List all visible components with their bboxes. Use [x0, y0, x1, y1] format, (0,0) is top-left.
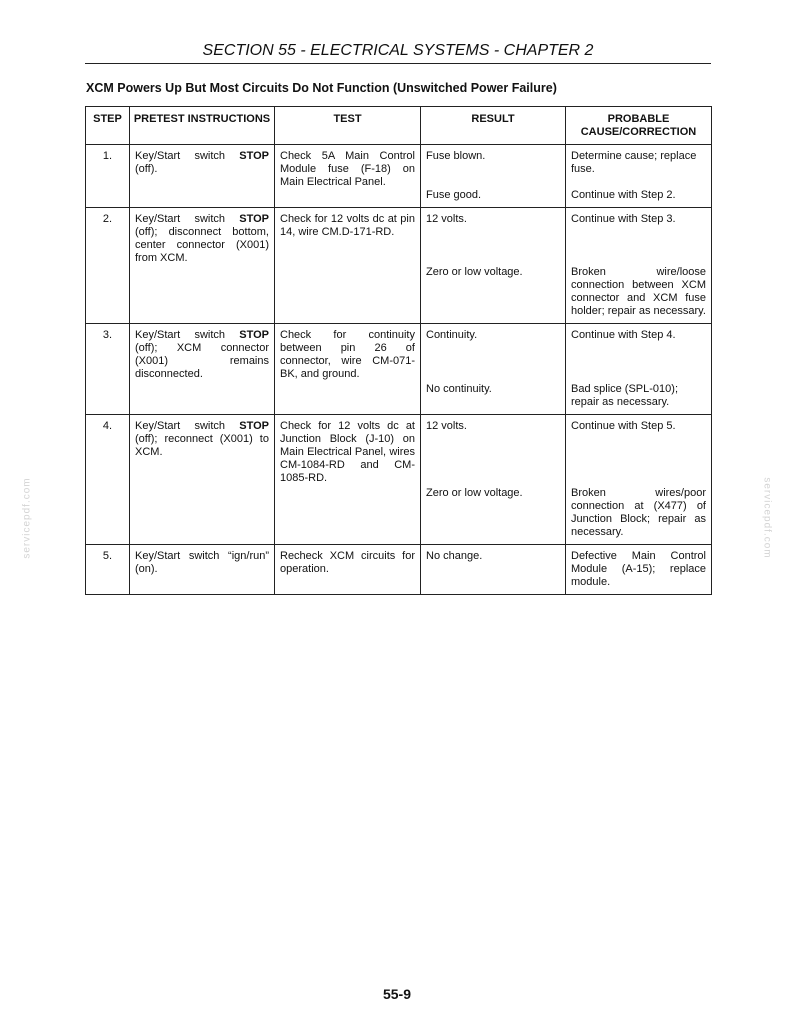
pretest-cell	[130, 324, 275, 415]
result-1: Continuity.	[426, 329, 478, 341]
header-test: TEST	[275, 107, 421, 145]
cause-cell	[566, 208, 712, 324]
pretest-stop: STOP	[239, 329, 269, 341]
page-title: XCM Powers Up But Most Circuits Do Not Function (Unswitched Power Failure)	[86, 81, 557, 95]
pretest-text-suffix: (off); XCM connector (X001) remains disconnected.	[135, 342, 269, 380]
test-cell: Check for continuity between pin 26 of connector, wire CM-071-BK, and ground.	[275, 324, 421, 415]
table-row	[86, 545, 712, 595]
header-cause: PROBABLE CAUSE/CORRECTION	[566, 107, 712, 145]
pretest-text: Key/Start switch “ign/run” (on).	[135, 550, 269, 575]
cause-1: Continue with Step 4.	[571, 329, 676, 341]
section-header: SECTION 55 - ELECTRICAL SYSTEMS - CHAPTER 2	[85, 42, 711, 64]
pretest-text-suffix: (off); disconnect bottom, center connector (X001) from XCM.	[135, 226, 269, 264]
pretest-cell	[130, 208, 275, 324]
result-1: Fuse blown.	[426, 150, 486, 162]
pretest-text: Key/Start switch	[135, 213, 240, 225]
result-cell	[421, 545, 566, 595]
header-pretest: PRETEST INSTRUCTIONS	[130, 107, 275, 145]
cause-2: Continue with Step 2.	[571, 189, 676, 201]
pretest-text-suffix: (off); reconnect (X001) to XCM.	[135, 433, 269, 458]
cause-2: Bad splice (SPL-010); repair as necessary.	[571, 383, 678, 408]
pretest-text: Key/Start switch	[135, 420, 240, 432]
table-row	[86, 145, 712, 208]
result-cell	[421, 324, 566, 415]
test-cell: Check 5A Main Control Module fuse (F-18) on Main Electrical Panel.	[275, 145, 421, 208]
cause-2: Broken wire/loose connection between XCM connector and XCM fuse holder; repair as necessary.	[571, 266, 706, 317]
cause-2: Broken wires/poor connection at (X477) of Junction Block; repair as necessary.	[571, 487, 706, 538]
step-number: 5.	[86, 545, 130, 595]
diagnostic-table	[85, 106, 712, 595]
cause-1: Continue with Step 3.	[571, 213, 676, 225]
pretest-stop: STOP	[239, 420, 269, 432]
pretest-text: Key/Start switch	[135, 329, 240, 341]
watermark-right: servicepdf.com	[761, 477, 773, 559]
step-number: 2.	[86, 208, 130, 324]
table-header-row	[86, 107, 712, 145]
result-cell	[421, 415, 566, 545]
cause-cell	[566, 324, 712, 415]
result-1: No change.	[426, 550, 483, 562]
table-row	[86, 415, 712, 545]
pretest-stop: STOP	[239, 150, 269, 162]
result-2: Zero or low voltage.	[426, 266, 523, 278]
test-cell: Check for 12 volts dc at pin 14, wire CM.D-171-RD.	[275, 208, 421, 324]
test-cell: Check for 12 volts dc at Junction Block (J-10) on Main Electrical Panel, wires CM-1084-RD and CM-1085-RD.	[275, 415, 421, 545]
pretest-cell	[130, 415, 275, 545]
cause-cell	[566, 545, 712, 595]
result-1: 12 volts.	[426, 420, 467, 432]
result-2: Zero or low voltage.	[426, 487, 523, 499]
pretest-cell	[130, 145, 275, 208]
cause-cell	[566, 415, 712, 545]
cause-1: Determine cause; replace fuse.	[571, 150, 697, 175]
watermark-left: servicepdf.com	[21, 477, 33, 559]
pretest-text-suffix: (off).	[135, 163, 158, 175]
page-number: 55-9	[382, 986, 412, 1002]
header-step: STEP	[86, 107, 130, 145]
cause-cell	[566, 145, 712, 208]
table-row	[86, 208, 712, 324]
step-number: 3.	[86, 324, 130, 415]
result-2: No continuity.	[426, 383, 492, 395]
table-row	[86, 324, 712, 415]
result-cell	[421, 145, 566, 208]
result-1: 12 volts.	[426, 213, 467, 225]
cause-1: Continue with Step 5.	[571, 420, 676, 432]
result-cell	[421, 208, 566, 324]
pretest-stop: STOP	[239, 213, 269, 225]
pretest-text: Key/Start switch	[135, 150, 240, 162]
pretest-cell	[130, 545, 275, 595]
cause-1: Defective Main Control Module (A-15); replace module.	[571, 550, 706, 588]
step-number: 4.	[86, 415, 130, 545]
step-number: 1.	[86, 145, 130, 208]
result-2: Fuse good.	[426, 189, 482, 201]
test-cell: Recheck XCM circuits for operation.	[275, 545, 421, 595]
header-result: RESULT	[421, 107, 566, 145]
